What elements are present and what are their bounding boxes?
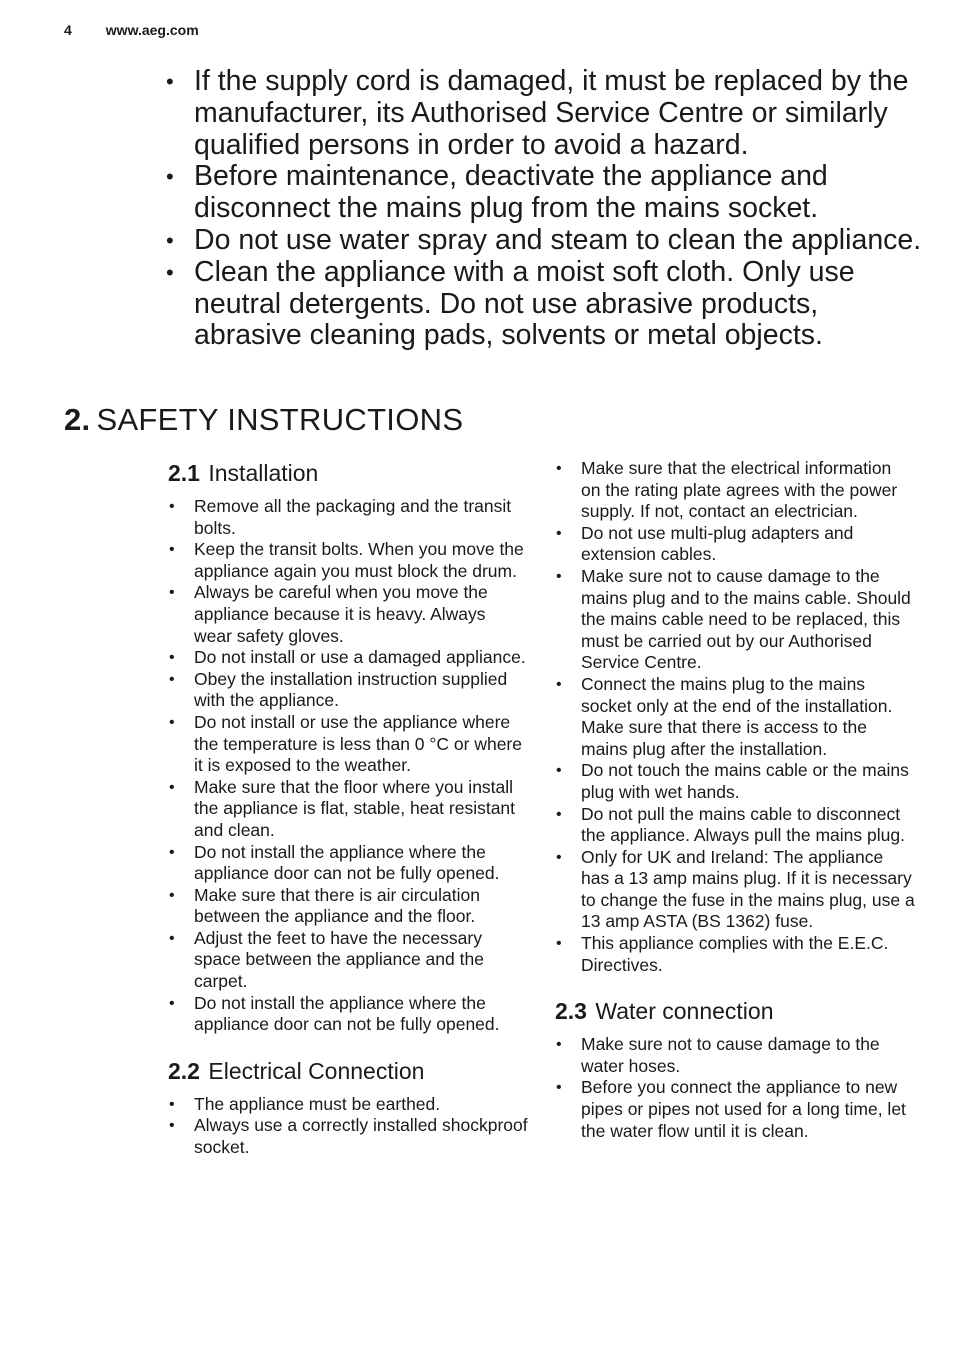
site-url: www.aeg.com: [105, 22, 199, 38]
left-column: [168, 458, 528, 1159]
list-item: • Make sure that there is air circulation between the appliance and the floor.: [168, 885, 528, 928]
intro-bullet-list: [166, 66, 926, 352]
page-number: 4: [64, 22, 72, 38]
section-number: 2.: [64, 402, 91, 437]
list-item: • Do not pull the mains cable to disconnect the appliance. Always pull the mains plug.: [555, 804, 915, 847]
subsection-number: 2.1: [168, 460, 200, 486]
intro-bullet: • Before maintenance, deactivate the appliance and disconnect the mains plug from the mains socket.: [166, 161, 926, 225]
intro-bullet: • Do not use water spray and steam to clean the appliance.: [166, 225, 926, 257]
list-item: • Make sure that the floor where you install the appliance is flat, stable, heat resistant and clean.: [168, 777, 528, 842]
section-heading: [64, 400, 463, 440]
water-heading: [555, 996, 915, 1026]
list-item: • Make sure that the electrical information on the rating plate agrees with the power supply. If not, contact an electrician.: [555, 458, 915, 523]
water-list: [555, 1034, 915, 1142]
list-item: • Adjust the feet to have the necessary space between the appliance and the carpet.: [168, 928, 528, 993]
list-item: • Make sure not to cause damage to the mains plug and to the mains cable. Should the mains cable need to be replaced, this must be carried out by our Authorised Service Centre.: [555, 566, 915, 674]
subsection-number: 2.3: [555, 998, 587, 1025]
subsection-title: Installation: [208, 460, 319, 486]
list-item: • Do not install or use the appliance where the temperature is less than 0 °C or where it is exposed to the weather.: [168, 712, 528, 777]
list-item: • Always be careful when you move the appliance because it is heavy. Always wear safety gloves.: [168, 582, 528, 647]
intro-bullet: • Clean the appliance with a moist soft cloth. Only use neutral detergents. Do not use abrasive products, abrasive cleaning pads, solvents or metal objects.: [166, 257, 926, 352]
list-item: • Do not install the appliance where the appliance door can not be fully opened.: [168, 993, 528, 1036]
list-item: • Before you connect the appliance to new pipes or pipes not used for a long time, let the water flow until it is clean.: [555, 1077, 915, 1142]
list-item: • Do not install the appliance where the appliance door can not be fully opened.: [168, 842, 528, 885]
electrical-list-left: [168, 1094, 528, 1159]
electrical-list-right: [555, 458, 915, 976]
list-item: • Do not touch the mains cable or the mains plug with wet hands.: [555, 760, 915, 803]
list-item: • Always use a correctly installed shockproof socket.: [168, 1115, 528, 1158]
list-item: • Do not use multi-plug adapters and extension cables.: [555, 523, 915, 566]
installation-list: [168, 496, 528, 1036]
list-item: • Only for UK and Ireland: The appliance has a 13 amp mains plug. If it is necessary to change the fuse in the mains plug, use a 13 amp ASTA (BS 1362) fuse.: [555, 847, 915, 933]
list-item: • This appliance complies with the E.E.C. Directives.: [555, 933, 915, 976]
intro-bullet: • If the supply cord is damaged, it must be replaced by the manufacturer, its Authorised Service Centre or similarly qualified persons in order to avoid a hazard.: [166, 66, 926, 161]
installation-heading: [168, 458, 528, 488]
page-header: [64, 22, 199, 38]
list-item: • Keep the transit bolts. When you move the appliance again you must block the drum.: [168, 539, 528, 582]
list-item: • Remove all the packaging and the transit bolts.: [168, 496, 528, 539]
subsection-number: 2.2: [168, 1057, 200, 1084]
subsection-title: Water connection: [595, 998, 774, 1025]
subsection-title: Electrical Connection: [208, 1057, 425, 1084]
list-item: • Obey the installation instruction supplied with the appliance.: [168, 669, 528, 712]
right-column: [555, 458, 915, 1142]
list-item: • The appliance must be earthed.: [168, 1094, 528, 1116]
list-item: • Make sure not to cause damage to the water hoses.: [555, 1034, 915, 1077]
list-item: • Connect the mains plug to the mains socket only at the end of the installation. Make sure that there is access to the mains plug after the installation.: [555, 674, 915, 760]
list-item: • Do not install or use a damaged appliance.: [168, 647, 528, 669]
electrical-heading: [168, 1056, 528, 1086]
section-title: SAFETY INSTRUCTIONS: [96, 402, 464, 437]
